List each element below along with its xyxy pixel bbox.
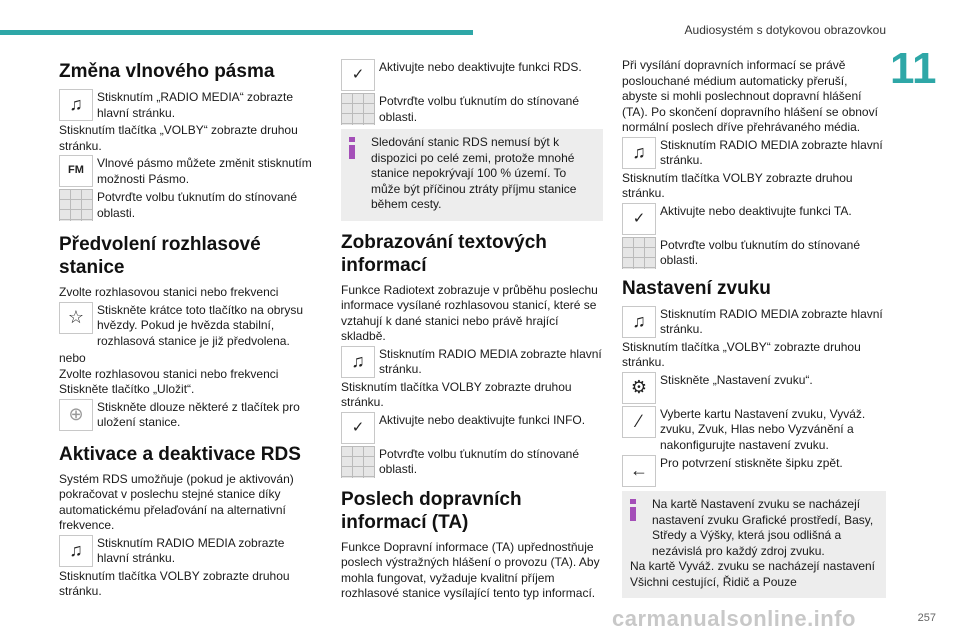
radio-fm-icon: FM (59, 155, 93, 187)
step-row (622, 406, 886, 454)
back-arrow-icon: ← (622, 455, 656, 487)
section-title-sound: Nastavení zvuku (622, 277, 771, 299)
step-text: Pro potvrzení stiskněte šipku zpět. (660, 456, 843, 470)
step-text: Aktivujte nebo deaktivujte funkci TA. (660, 203, 852, 218)
check-box-icon: ✓ (341, 412, 375, 444)
step-text: Stisknutím RADIO MEDIA zobrazte hlavní stránku. (660, 306, 883, 336)
section-title-rds: Aktivace a deaktivace RDS (59, 443, 301, 465)
step-row (341, 59, 603, 91)
step-text: Potvrďte volbu ťuknutím do stínované oblasti. (379, 94, 579, 124)
step-row (622, 306, 886, 338)
step-row (622, 203, 886, 235)
step-row (622, 455, 886, 487)
grid-icon (341, 93, 375, 125)
info-note (622, 491, 886, 598)
step-text: Aktivujte nebo deaktivujte funkci RDS. (379, 60, 582, 74)
page-number: 257 (917, 612, 936, 624)
paragraph: Stisknutím tlačítka VOLBY zobrazte druhou stránku. (622, 170, 853, 200)
info-icon (349, 137, 355, 159)
step-text: Stisknutím RADIO MEDIA zobrazte hlavní stránku. (660, 137, 883, 167)
music-note-icon: ♫ (622, 137, 656, 169)
equalizer-line-icon: ∕ (622, 406, 656, 438)
star-icon: ☆ (59, 302, 93, 334)
note-text: Na kartě Nastavení zvuku se nacházejí nastavení zvuku Grafické prostředí, Basy, Středy a Výšky, která jsou odlišná a nezávislá pro každý zdroj zvuku. (652, 497, 874, 558)
paragraph: Zvolte rozhlasovou stanici nebo frekvenci (59, 285, 279, 299)
grid-icon (59, 189, 93, 221)
step-row (341, 446, 603, 478)
music-note-icon: ♫ (622, 306, 656, 338)
step-text: Stiskněte „Nastavení zvuku“. (660, 372, 813, 387)
music-note-icon: ♫ (59, 89, 93, 121)
paragraph: Stisknutím tlačítka „VOLBY“ zobrazte druhou stránku. (59, 123, 298, 153)
step-text: Stisknutím RADIO MEDIA zobrazte hlavní stránku. (97, 535, 285, 565)
column-1 (59, 58, 319, 600)
section-title-preset: Předvolení rozhlasové stanice (59, 234, 261, 278)
info-note (341, 129, 603, 221)
grid-icon (622, 237, 656, 269)
step-text: Potvrďte volbu ťuknutím do stínované oblasti. (379, 446, 579, 476)
step-row (59, 155, 319, 187)
section-title-text-info: Zobrazování textových informací (341, 231, 547, 276)
info-icon (630, 499, 636, 521)
note-text: Na kartě Vyváž. zvuku se nacházejí nastavení Všichni cestující, Řidič a Pouze (630, 559, 876, 589)
paragraph: Zvolte rozhlasovou stanici nebo frekvenci (59, 366, 279, 381)
paragraph: Funkce Dopravní informace (TA) upřednostňuje poslech výstražných hlášení o provozu (TA). Aby mohla fungovat, vyžaduje kvalitní příjem rozhlasové stanice vysílající tento typ informací. (341, 539, 600, 600)
section-title-ta: Poslech dopravních informací (TA) (341, 488, 522, 533)
paragraph: Stisknutím tlačítka „VOLBY“ zobrazte druhou stránku. (622, 339, 861, 369)
watermark: carmanualsonline.info (612, 606, 856, 631)
settings-note-icon: ⚙ (622, 372, 656, 404)
paragraph: Při vysílání dopravních informací se právě poslouchané médium automaticky přeruší, abyste si mohli poslechnout dopravní hlášení (TA). Po skončení dopravního hlášení se obnoví normální poslech dříve přehrávaného média. (622, 58, 878, 134)
check-box-icon: ✓ (341, 59, 375, 91)
step-text: Aktivujte nebo deaktivujte funkci INFO. (379, 412, 586, 427)
plus-circle-icon: ⊕ (59, 399, 93, 431)
step-text: Stisknutím „RADIO MEDIA“ zobrazte hlavní stránku. (97, 90, 294, 120)
step-row (59, 399, 319, 431)
step-row (622, 137, 886, 169)
step-row (622, 372, 886, 404)
step-text: Potvrďte volbu ťuknutím do stínované oblasti. (97, 190, 297, 220)
paragraph: Stisknutím tlačítka VOLBY zobrazte druhou stránku. (59, 568, 290, 598)
check-box-icon: ✓ (622, 203, 656, 235)
step-text: Vyberte kartu Nastavení zvuku, Vyváž. zvuku, Zvuk, Hlas nebo Vyzvánění a nakonfigurujte nastavení zvuku. (660, 406, 866, 452)
music-note-icon: ♫ (59, 535, 93, 567)
grid-icon (341, 446, 375, 478)
step-row (59, 89, 319, 121)
paragraph: Funkce Radiotext zobrazuje v průběhu poslechu informace vysílané rozhlasovou stanicí, které se vztahují k dané stanici nebo právě hrající skladbě. (341, 282, 598, 343)
step-row (622, 237, 886, 269)
step-row (341, 412, 603, 444)
column-3 (622, 58, 886, 608)
note-text: Sledování stanic RDS nemusí být k dispozici po celé zemi, protože mnohé stanice nepokrývají 100 % území. To může být příčinou ztráty příjmu stanice během cesty. (371, 135, 577, 211)
paragraph: Stiskněte tlačítko „Uložit“. (59, 382, 195, 396)
step-row (59, 302, 319, 350)
step-text: Stisknutím RADIO MEDIA zobrazte hlavní stránku. (379, 346, 602, 376)
header-bar (0, 30, 473, 35)
step-text: Vlnové pásmo můžete změnit stisknutím možnosti Pásmo. (97, 156, 312, 186)
page-header-title: Audiosystém s dotykovou obrazovkou (684, 23, 886, 37)
paragraph: Systém RDS umožňuje (pokud je aktivován) pokračovat v poslechu stejné stanice díky automatickému přelaďování na alternativní frekvence. (59, 471, 294, 532)
column-2 (341, 58, 603, 602)
step-row (341, 346, 603, 378)
paragraph: Stisknutím tlačítka VOLBY zobrazte druhou stránku. (341, 379, 572, 409)
step-row (341, 93, 603, 125)
step-text: Stiskněte dlouze některé z tlačítek pro uložení stanice. (97, 399, 300, 429)
step-text: Potvrďte volbu ťuknutím do stínované oblasti. (660, 237, 860, 267)
step-row (59, 535, 319, 567)
paragraph: nebo (59, 351, 86, 365)
step-text: Stiskněte krátce toto tlačítko na obrysu hvězdy. Pokud je hvězda stabilní, rozhlasová stanice je již předvolena. (97, 302, 304, 348)
music-note-icon: ♫ (341, 346, 375, 378)
section-title-band: Změna vlnového pásma (59, 61, 275, 82)
chapter-number: 11 (890, 44, 937, 93)
step-row (59, 189, 319, 221)
